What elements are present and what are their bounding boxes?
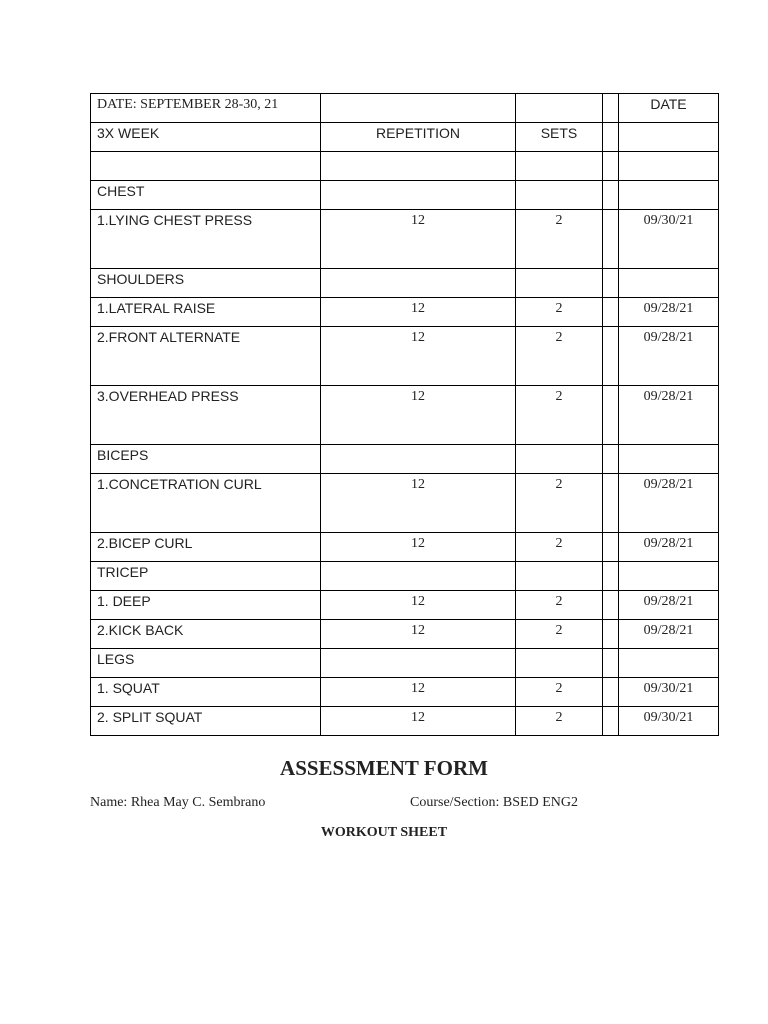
date-cell: 09/28/21 [619,386,719,445]
frequency-label: 3X WEEK [91,123,321,152]
table-row [91,591,719,620]
reps-cell: 12 [321,533,516,562]
exercise-label: 1. DEEP [91,591,321,620]
date-cell: 09/30/21 [619,707,719,736]
exercise-label: 2.FRONT ALTERNATE [91,327,321,386]
date-cell: 09/28/21 [619,327,719,386]
exercise-label: 1.CONCETRATION CURL [91,474,321,533]
reps-cell: 12 [321,707,516,736]
table-row [91,620,719,649]
table-row [91,152,719,181]
sheet-subtitle: WORKOUT SHEET [320,825,448,840]
reps-cell: 12 [321,327,516,386]
sets-cell: 2 [516,591,603,620]
form-title: ASSESSMENT FORM [280,756,488,780]
course-section: Course/Section: BSED ENG2 [410,795,578,810]
exercise-label: 2. SPLIT SQUAT [91,707,321,736]
exercise-label: 2.KICK BACK [91,620,321,649]
reps-cell: 12 [321,591,516,620]
section-label: TRICEP [91,562,321,591]
section-label: LEGS [91,649,321,678]
table-row [91,210,719,269]
date-column-header: DATE [619,94,719,123]
section-row-shoulders [91,269,719,298]
date-cell: 09/28/21 [619,533,719,562]
date-cell: 09/28/21 [619,591,719,620]
exercise-label: 3.OVERHEAD PRESS [91,386,321,445]
date-range-label: DATE: SEPTEMBER 28-30, 21 [91,94,321,123]
reps-cell: 12 [321,210,516,269]
table-subheader-row [91,123,719,152]
workout-table [90,93,719,736]
table-row [91,327,719,386]
section-row-tricep [91,562,719,591]
reps-cell: 12 [321,298,516,327]
exercise-label: 1.LYING CHEST PRESS [91,210,321,269]
table-row [91,386,719,445]
sets-cell: 2 [516,327,603,386]
table-row [91,474,719,533]
table-row [91,298,719,327]
reps-cell: 12 [321,620,516,649]
sets-cell: 2 [516,707,603,736]
exercise-label: 2.BICEP CURL [91,533,321,562]
section-label: CHEST [91,181,321,210]
exercise-label: 1.LATERAL RAISE [91,298,321,327]
section-label: BICEPS [91,445,321,474]
sets-cell: 2 [516,474,603,533]
section-label: SHOULDERS [91,269,321,298]
sets-header: SETS [516,123,603,152]
date-cell: 09/28/21 [619,298,719,327]
table-row [91,533,719,562]
section-row-chest [91,181,719,210]
sets-cell: 2 [516,678,603,707]
sets-cell: 2 [516,210,603,269]
exercise-label: 1. SQUAT [91,678,321,707]
reps-cell: 12 [321,474,516,533]
sets-cell: 2 [516,298,603,327]
table-row [91,707,719,736]
student-name: Name: Rhea May C. Sembrano [90,795,266,810]
date-cell: 09/28/21 [619,620,719,649]
reps-cell: 12 [321,386,516,445]
reps-cell: 12 [321,678,516,707]
section-row-legs [91,649,719,678]
date-cell: 09/30/21 [619,210,719,269]
sets-cell: 2 [516,533,603,562]
date-cell: 09/30/21 [619,678,719,707]
repetition-header: REPETITION [321,123,516,152]
section-row-biceps [91,445,719,474]
sets-cell: 2 [516,620,603,649]
date-cell: 09/28/21 [619,474,719,533]
table-row [91,678,719,707]
table-header-row [91,94,719,123]
sets-cell: 2 [516,386,603,445]
